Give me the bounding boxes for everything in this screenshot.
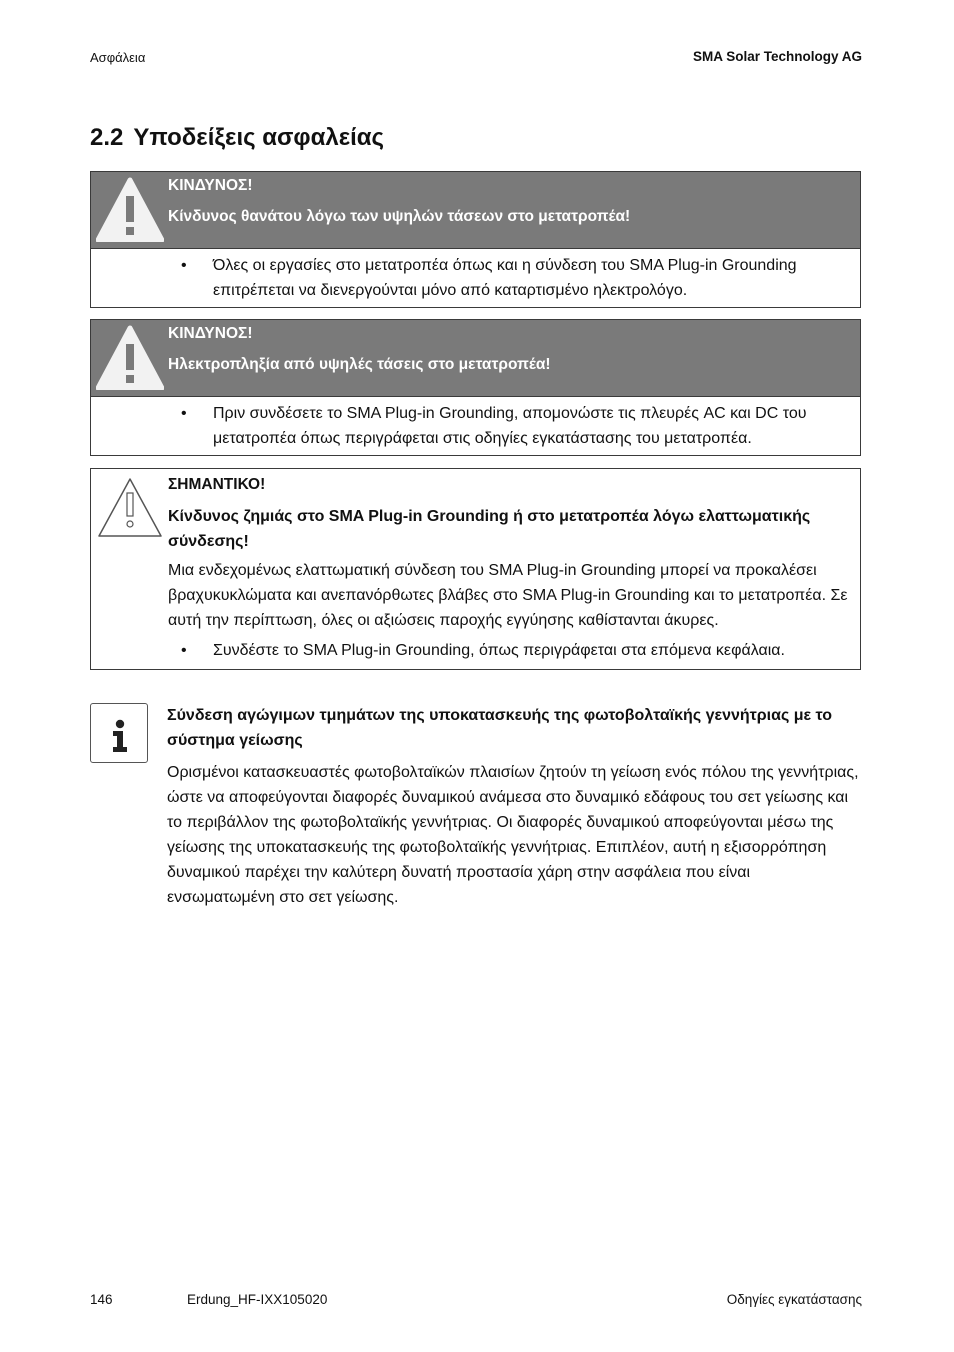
section-number: 2.2 xyxy=(90,124,124,151)
bullet: • xyxy=(181,405,187,422)
running-header-company: SMA Solar Technology AG xyxy=(692,49,862,64)
notice-title: Ηλεκτροπληξία από υψηλές τάσεις στο μετατροπέα! xyxy=(168,356,551,373)
signal-word: ΚΙΝΔΥΝΟΣ! xyxy=(168,177,253,194)
page-number: 146 xyxy=(90,1292,113,1307)
section-title: Υποδείξεις ασφαλείας xyxy=(133,124,384,151)
section-heading xyxy=(90,124,384,152)
notice-list-item xyxy=(91,249,860,307)
danger-notice-high-voltage-death xyxy=(90,171,861,308)
warning-triangle-icon xyxy=(96,176,164,242)
info-icon xyxy=(90,703,148,763)
danger-notice-electric-shock xyxy=(90,319,861,456)
notice-item-text: Συνδέστε το SMA Plug-in Grounding, όπως περιγράφεται στα επόμενα κεφάλαια. xyxy=(213,642,785,659)
important-notice-defective-connection xyxy=(90,468,861,670)
notice-list-item xyxy=(91,397,860,455)
info-text: Ορισμένοι κατασκευαστές φωτοβολταϊκών πλαισίων ζητούν τη γείωση ενός πόλου της γεννήτριας, ώστε να αποφεύγονται διαφορές δυναμικού ανάμεσα στο δυναμικό εδάφους του σετ γείωσης και το περιβάλλον της φωτοβολταϊκής γεννήτριας. Οι διαφορές δυναμικού αποφεύγονται μέσω της γείωσης της υποκατασκευής της φωτοβολταϊκής γεννήτριας. Επιπλέον, αυτή η εξισορρόπηση δυναμικού παρέχει την καλύτερη δυνατή προστασία χάρη στην ασφάλεια που είναι ενσωματωμένη στο σετ γείωσης. xyxy=(167,764,859,906)
notice-title: Κίνδυνος ζημιάς στο SMA Plug-in Grounding ή στο μετατροπέα λόγω ελαττωματικής σύνδεσης! xyxy=(168,508,811,550)
warning-triangle-outline-icon xyxy=(96,474,164,540)
document-type: Οδηγίες εγκατάστασης xyxy=(726,1292,862,1307)
signal-word: ΣΗΜΑΝΤΙΚΟ! xyxy=(168,476,266,493)
signal-word: ΚΙΝΔΥΝΟΣ! xyxy=(168,325,253,342)
notice-title: Κίνδυνος θανάτου λόγω των υψηλών τάσεων στο μετατροπέα! xyxy=(168,208,631,225)
running-header-section: Ασφάλεια xyxy=(90,50,146,65)
document-code: Erdung_HF-IXX105020 xyxy=(187,1292,328,1307)
information-note xyxy=(90,703,861,910)
notice-list-item xyxy=(168,638,852,663)
notice-item-text: Πριν συνδέσετε το SMA Plug-in Grounding, απομονώστε τις πλευρές AC και DC του μετατροπέα όπως περιγράφεται στις οδηγίες εγκατάστασης του μετατροπέα. xyxy=(213,405,807,447)
warning-triangle-icon xyxy=(96,324,164,390)
info-title: Σύνδεση αγώγιμων τμημάτων της υποκατασκευής της φωτοβολταϊκής γεννήτριας με το σύστημα γείωσης xyxy=(167,707,833,749)
danger-notice-header xyxy=(91,172,860,249)
notice-text: Μια ενδεχομένως ελαττωματική σύνδεση του SMA Plug-in Grounding μπορεί να προκαλέσει βραχυκυκλώματα και ανεπανόρθωτες βλάβες στο SMA Plug-in Grounding και το μετατροπέα. Σε αυτή την περίπτωση, όλες οι αξιώσεις παροχής εγγύησης καθίστανται άκυρες. xyxy=(168,562,848,629)
notice-item-text: Όλες οι εργασίες στο μετατροπέα όπως και η σύνδεση του SMA Plug-in Grounding επιτρέπεται να διενεργούνται μόνο από καταρτισμένο ηλεκτρολόγο. xyxy=(213,257,797,299)
bullet: • xyxy=(181,642,187,659)
bullet: • xyxy=(181,257,187,274)
danger-notice-header xyxy=(91,320,860,397)
